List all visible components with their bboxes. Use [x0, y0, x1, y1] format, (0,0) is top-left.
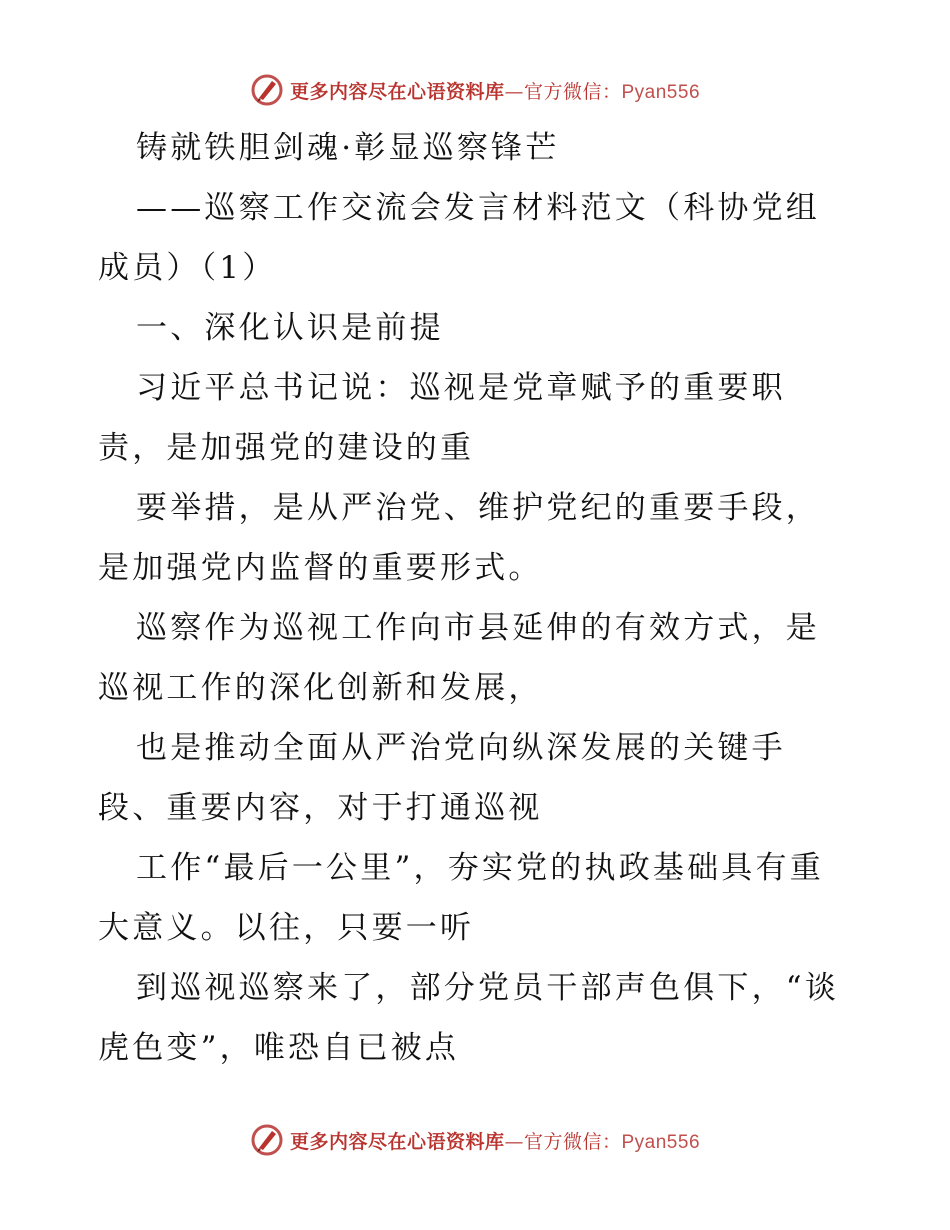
body-paragraph: 工作“最后一公里”，夯实党的执政基础具有重大意义。以往，只要一听: [98, 850, 824, 946]
quill-seal-icon: [250, 73, 284, 107]
footer-watermark: [0, 1120, 950, 1160]
body-paragraph: 要举措，是从严治党、维护党纪的重要手段，是加强党内监督的重要形式。: [98, 490, 820, 586]
watermark-brand: 更多内容尽在心语资料库: [289, 1130, 505, 1153]
body-paragraph: 到巡视巡察来了，部分党员干部声色俱下，“谈虎色变”，唯恐自已被点: [98, 970, 840, 1066]
watermark-label: 官方微信：: [523, 80, 622, 103]
document-body: [98, 118, 854, 1078]
watermark-separator: —: [504, 1130, 524, 1153]
watermark-wechat-id: Pyan556: [621, 1131, 701, 1153]
quill-seal-icon: [250, 1123, 284, 1157]
body-paragraph: 巡察作为巡视工作向市县延伸的有效方式，是巡视工作的深化创新和发展，: [98, 610, 820, 706]
watermark-wechat-id: Pyan556: [621, 81, 701, 103]
watermark-separator: —: [504, 80, 524, 103]
document-title: 铸就铁胆剑魂·彰显巡察锋芒: [136, 130, 560, 166]
header-watermark: [0, 70, 950, 110]
document-subtitle: ——巡察工作交流会发言材料范文（科协党组成员）（1）: [98, 190, 820, 286]
watermark-label: 官方微信：: [523, 1130, 622, 1153]
watermark-text: [290, 77, 700, 104]
section-heading: 一、深化认识是前提: [136, 310, 444, 346]
body-paragraph: 也是推动全面从严治党向纵深发展的关键手段、重要内容，对于打通巡视: [98, 730, 786, 826]
watermark-brand: 更多内容尽在心语资料库: [289, 80, 505, 103]
body-paragraph: 习近平总书记说：巡视是党章赋予的重要职责，是加强党的建设的重: [98, 370, 786, 466]
watermark-text: [290, 1127, 700, 1154]
